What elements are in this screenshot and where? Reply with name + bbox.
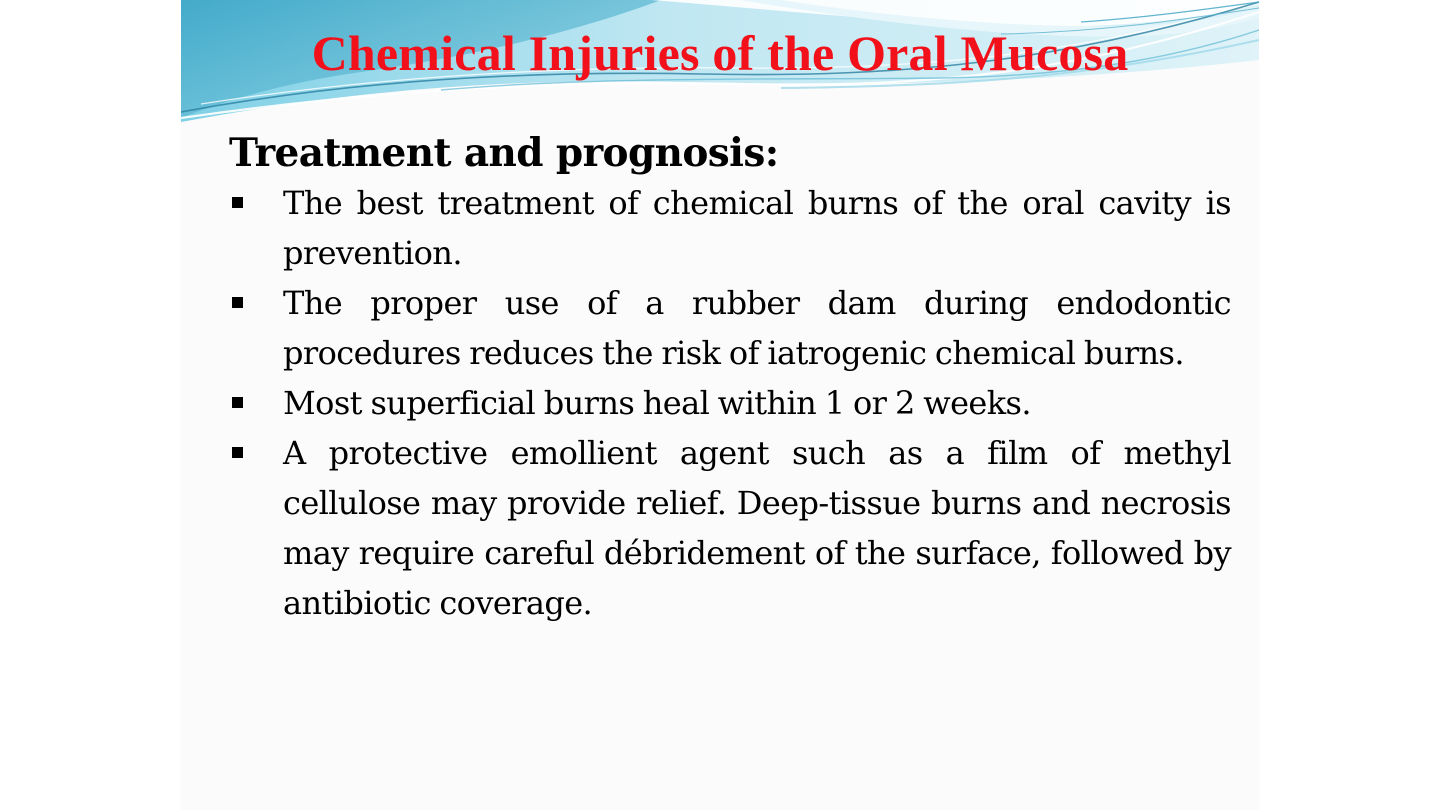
bullet-text: A protective emollient agent such as a film of methyl cellulose may provide relief. Deep-tissue burns and necrosis may require careful débridement of the surface, followed by antibiotic coverage.: [283, 434, 1231, 622]
bullet-item: [229, 428, 1231, 628]
square-bullet-icon: [232, 447, 243, 458]
bullet-item: [229, 278, 1231, 378]
square-bullet-icon: [232, 397, 243, 408]
bullet-text: The best treatment of chemical burns of the oral cavity is prevention.: [283, 184, 1231, 272]
square-bullet-icon: [232, 297, 243, 308]
square-bullet-icon: [232, 197, 243, 208]
bullet-item: [229, 178, 1231, 278]
bullet-item: [229, 378, 1231, 428]
bullet-list: [229, 178, 1231, 628]
bullet-text: The proper use of a rubber dam during endodontic procedures reduces the risk of iatrogenic chemical burns.: [283, 284, 1231, 372]
slide-body: [229, 128, 1231, 628]
slide-title: Chemical Injuries of the Oral Mucosa: [311, 25, 1129, 81]
slide: [181, 0, 1259, 810]
section-heading: Treatment and prognosis:: [229, 130, 779, 176]
bullet-text: Most superficial burns heal within 1 or 2 weeks.: [283, 384, 1031, 422]
